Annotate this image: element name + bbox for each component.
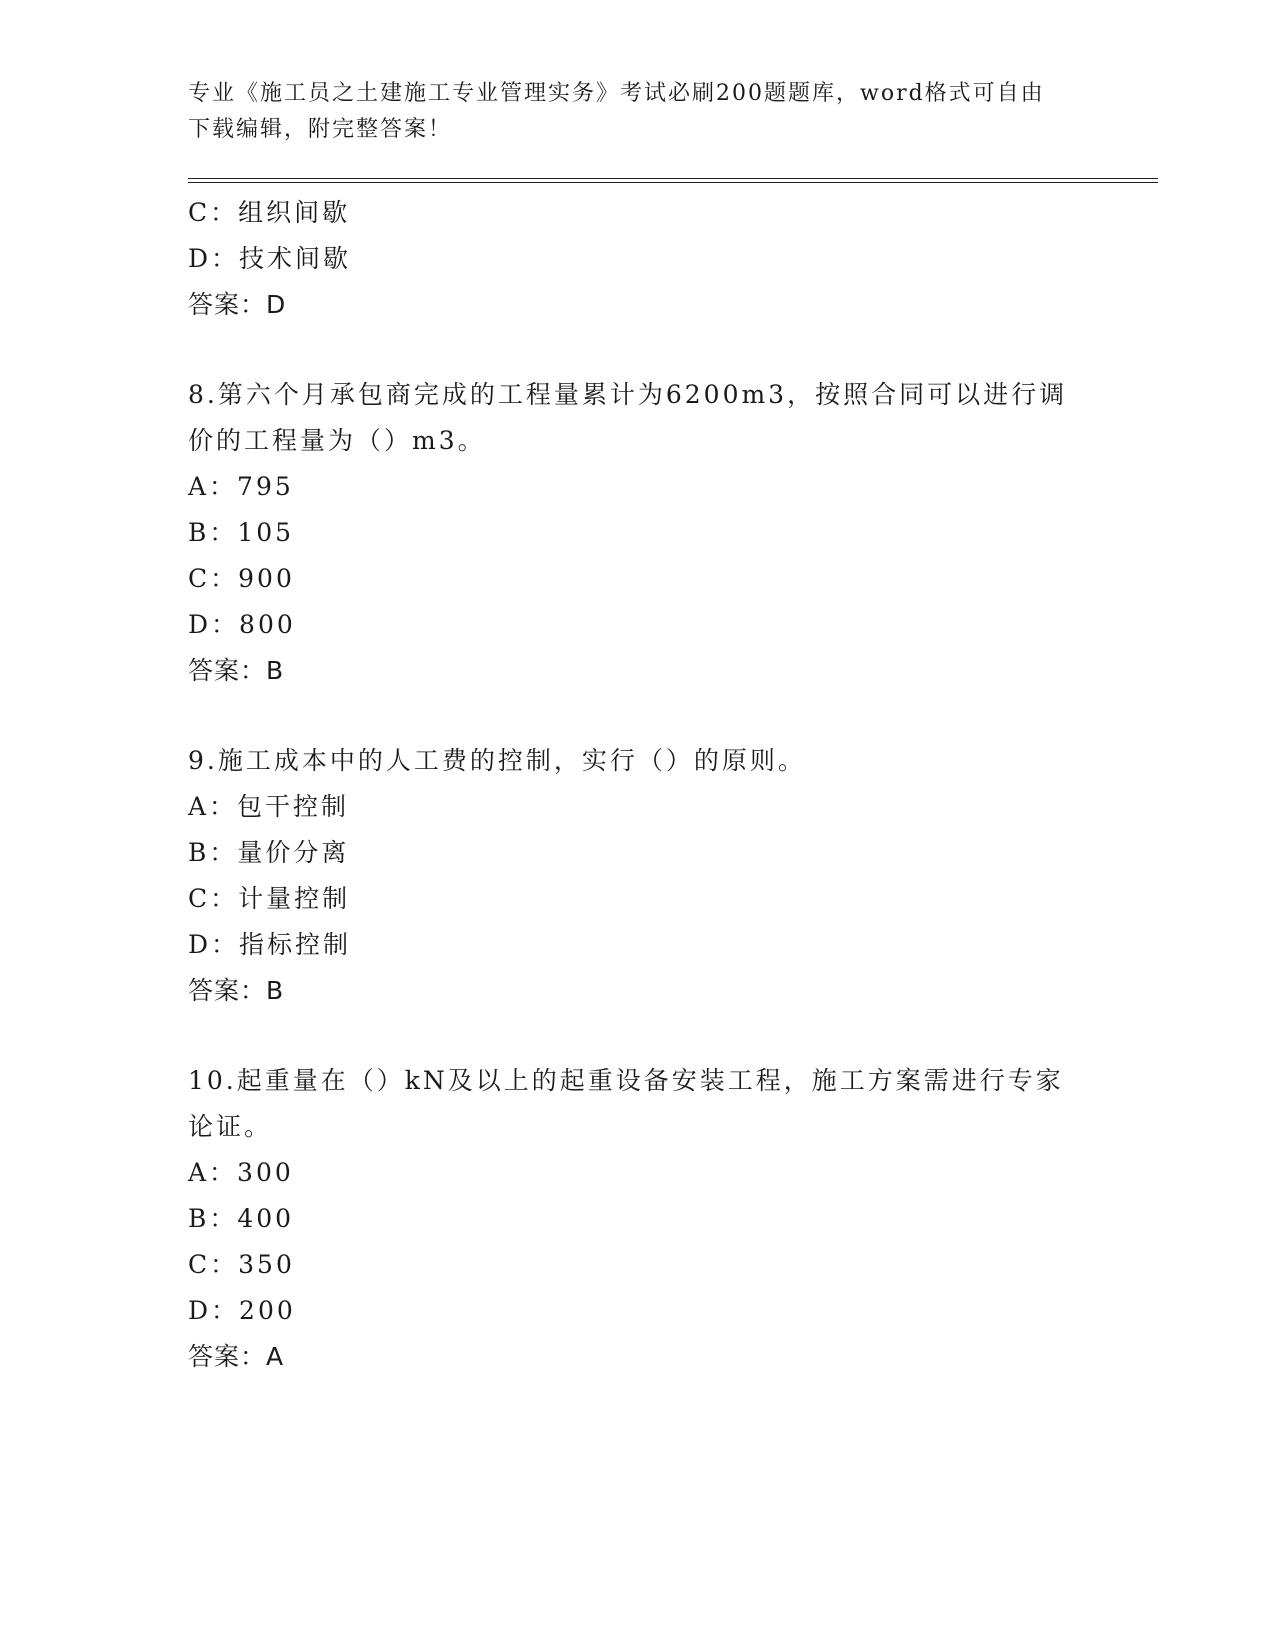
option-d: D：指标控制 (188, 930, 352, 959)
question-9 (188, 738, 1088, 1014)
option-b: B：量价分离 (188, 838, 350, 867)
header-divider-bottom (188, 182, 1158, 183)
option-d: D：技术间歇 (188, 244, 352, 273)
answer: 答案：A (188, 1342, 285, 1371)
option-d: D：800 (188, 610, 296, 639)
option-c: C：350 (188, 1250, 295, 1279)
option-a: A：795 (188, 472, 294, 501)
option-b: B：105 (188, 518, 295, 547)
question-8 (188, 372, 1088, 694)
answer: 答案：D (188, 290, 287, 319)
option-c: C：计量控制 (188, 884, 351, 913)
header-line-1: 专业《施工员之土建施工专业管理实务》考试必刷200题题库，word格式可自由 (188, 81, 1045, 106)
question-list (188, 190, 1088, 1380)
option-a: A：300 (188, 1158, 294, 1187)
question-text-line-1: 8.第六个月承包商完成的工程量累计为6200m3，按照合同可以进行调 (188, 380, 1068, 409)
question-text-line-1: 10.起重量在（）kN及以上的起重设备安装工程，施工方案需进行专家 (188, 1066, 1064, 1095)
question-7-tail (188, 190, 1088, 328)
document-header (188, 76, 1068, 148)
question-10 (188, 1058, 1088, 1380)
option-c: C：900 (188, 564, 295, 593)
question-text-line-2: 价的工程量为（）m3。 (188, 426, 486, 455)
question-text-line-1: 9.施工成本中的人工费的控制，实行（）的原则。 (188, 746, 806, 775)
option-b: B：400 (188, 1204, 295, 1233)
option-a: A：包干控制 (188, 792, 350, 821)
answer: 答案：B (188, 976, 285, 1005)
question-text-line-2: 论证。 (188, 1112, 273, 1141)
header-line-2: 下载编辑，附完整答案！ (188, 117, 453, 142)
option-d: D：200 (188, 1296, 296, 1325)
option-c: C：组织间歇 (188, 198, 351, 227)
answer: 答案：B (188, 656, 285, 685)
header-divider-top (188, 178, 1158, 179)
